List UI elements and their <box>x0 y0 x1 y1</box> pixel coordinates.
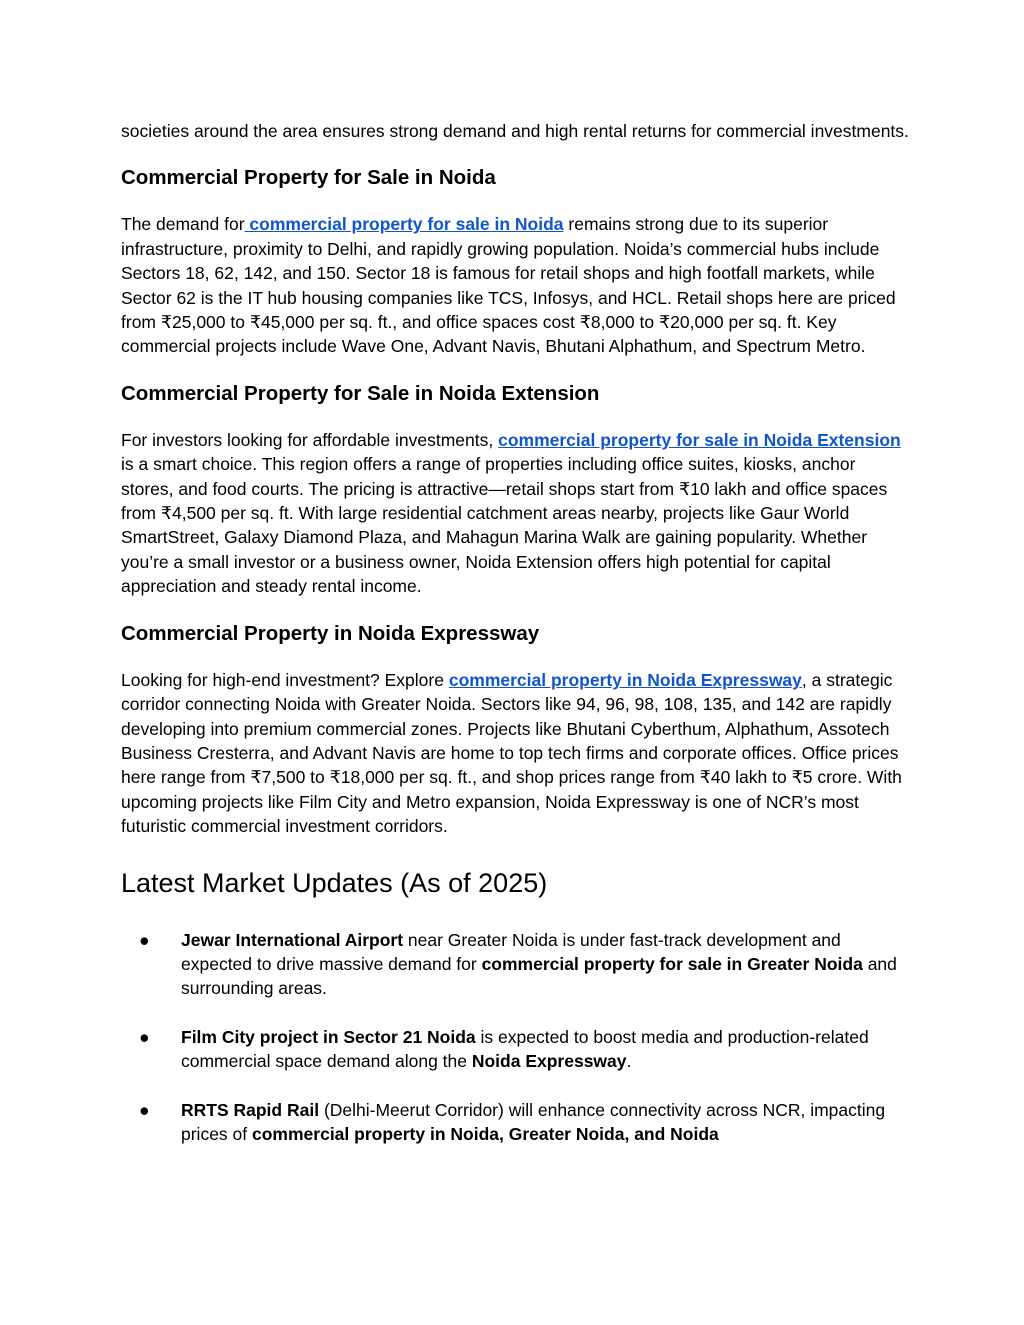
heading-noida-expressway: Commercial Property in Noida Expressway <box>121 621 540 645</box>
paragraph-noida-pre: The demand for <box>121 214 245 235</box>
list-item <box>121 928 911 1001</box>
heading-noida-extension: Commercial Property for Sale in Noida Extension <box>121 381 600 405</box>
update-bold-2: commercial property for sale in Greater Noida <box>481 953 863 974</box>
update-bold-2: Noida Expressway <box>471 1051 627 1072</box>
bullet-icon: ● <box>139 929 150 950</box>
update-bold-1: Jewar International Airport <box>181 929 404 950</box>
update-text-1: near Greater Noida is under fast-track development and expected to drive massive demand for <box>181 929 841 974</box>
link-commercial-property-noida-expressway[interactable]: commercial property in Noida Expressway <box>448 669 802 690</box>
update-bold-1: Film City project in Sector 21 Noida <box>181 1026 476 1047</box>
update-text-1: (Delhi-Meerut Corridor) will enhance connectivity across NCR, impacting prices of <box>181 1099 886 1144</box>
update-bold-2: commercial property in Noida, Greater Noida, and Noida <box>252 1123 719 1144</box>
paragraph-noida-extension-pre: For investors looking for affordable investments, <box>121 429 499 450</box>
list-item <box>121 1098 911 1147</box>
update-text-2: and surrounding areas. <box>181 953 897 999</box>
bullet-icon: ● <box>139 1099 150 1120</box>
update-text-2: . <box>626 1051 632 1072</box>
link-commercial-property-noida-extension[interactable]: commercial property for sale in Noida Extension <box>498 429 901 450</box>
paragraph-noida-extension-post: is a smart choice. This region offers a range of properties including office suites, kiosks, anchor stores, and food courts. The pricing is attractive—retail shops start from ₹10 lakh and office spaces from ₹4,500 per sq. ft. With large residential catchment areas nearby, projects like Gaur World SmartStreet, Galaxy Diamond Plaza, and Mahagun Marina Walk are gaining popularity. Whether you’re a small investor or a business owner, Noida Extension offers high potential for capital appreciation and steady rental income. <box>121 454 888 597</box>
bullet-icon: ● <box>139 1026 150 1047</box>
paragraph-noida-post: remains strong due to its superior infrastructure, proximity to Delhi, and rapidly growing population. Noida’s commercial hubs include Sectors 18, 62, 142, and 150. Sector 18 is famous for retail shops and high footfall markets, while Sector 62 is the IT hub housing companies like TCS, Infosys, and HCL. Retail shops here are priced from ₹25,000 to ₹45,000 per sq. ft., and office spaces cost ₹8,000 to ₹20,000 per sq. ft. Key commercial projects include Wave One, Advant Navis, Bhutani Alphathum, and Spectrum Metro. <box>121 214 896 357</box>
heading-noida: Commercial Property for Sale in Noida <box>121 166 496 190</box>
paragraph-noida <box>121 212 911 358</box>
intro-paragraph-tail: societies around the area ensures strong demand and high rental returns for commercial investments. <box>121 121 909 141</box>
update-bold-1: RRTS Rapid Rail <box>181 1099 320 1120</box>
paragraph-noida-expressway-post: , a strategic corridor connecting Noida with Greater Noida. Sectors like 94, 96, 98, 108, 135, and 142 are rapidly developing into premium commercial zones. Projects like Bhutani Cyberthum, Alphathum, Assotech Business Cresterra, and Advant Navis are home to top tech firms and corporate offices. Office prices here range from ₹7,500 to ₹18,000 per sq. ft., and shop prices range from ₹40 lakh to ₹5 crore. With upcoming projects like Film City and Metro expansion, Noida Expressway is one of NCR’s most futuristic commercial investment corridors. <box>121 669 902 837</box>
document-page <box>121 119 911 1170</box>
paragraph-noida-expressway-pre: Looking for high-end investment? Explore <box>121 669 449 690</box>
list-item <box>121 1025 911 1074</box>
paragraph-noida-expressway <box>121 668 911 839</box>
link-commercial-property-noida[interactable]: commercial property for sale in Noida <box>244 214 564 235</box>
heading-market-updates: Latest Market Updates (As of 2025) <box>121 867 548 898</box>
update-text-1: is expected to boost media and production-related commercial space demand along the <box>181 1026 869 1072</box>
paragraph-noida-extension <box>121 428 911 599</box>
market-updates-list <box>121 928 911 1147</box>
